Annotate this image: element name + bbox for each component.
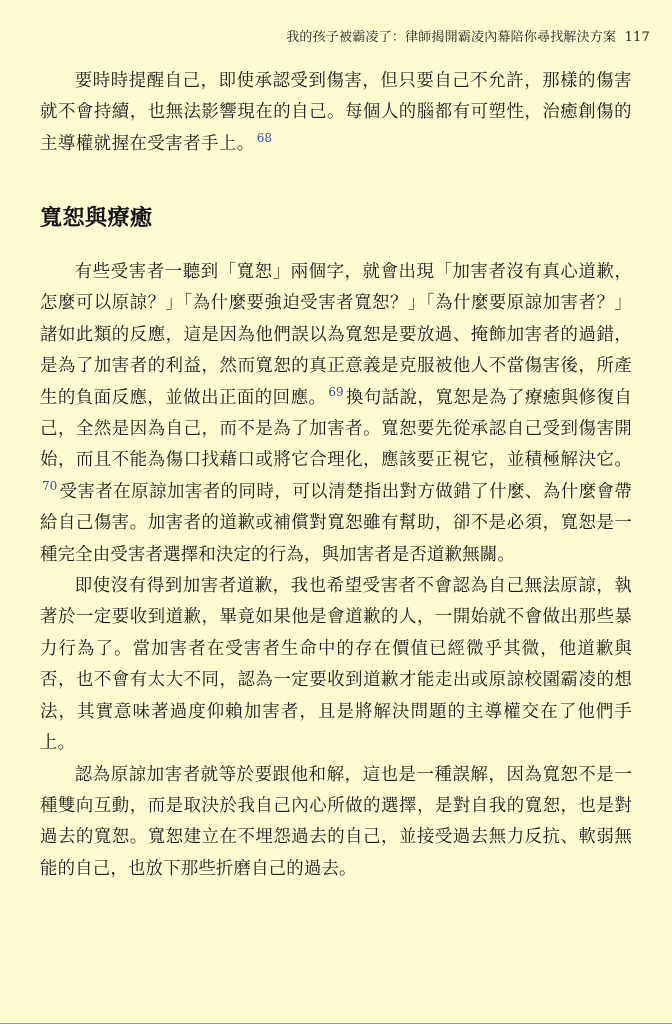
intro-block bbox=[40, 66, 632, 160]
section-paragraph-3: 認為原諒加害者就等於要跟他和解，這也是一種誤解，因為寬恕不是一種雙向互動，而是取決於我自己內心所做的選擇，是對自我的寬恕，也是對過去的寬恕。寬恕建立在不埋怨過去的自己，並接受過去無力反抗、軟弱無能的自己，也放下那些折磨自己的過去。 bbox=[40, 764, 632, 879]
paragraph-1-text-c: 受害者在原諒加害者的同時，可以清楚指出對方做錯了什麼、為什麼會帶給自己傷害。加害者的道歉或補償對寬恕雖有幫助，卻不是必須，寬恕是一種完全由受害者選擇和決定的行為，與加害者是否道歉無關。 bbox=[40, 481, 632, 565]
footnote-ref-69[interactable]: 69 bbox=[328, 384, 344, 399]
paragraph-1-text-b: 換句話說，寬恕是為了療癒與修復自己，全然是因為自己，而不是為了加害者。寬恕要先從承認自己受到傷害開始，而且不能為傷口找藉口或將它合理化，應該要正視它，並積極解決它。 bbox=[40, 387, 632, 471]
section-body bbox=[40, 257, 632, 885]
intro-paragraph bbox=[40, 66, 632, 160]
section-heading: 寬恕與療癒 bbox=[40, 206, 153, 231]
section-paragraph-2: 即使沒有得到加害者道歉，我也希望受害者不會認為自己無法原諒，執著於一定要收到道歉，畢竟如果他是會道歉的人，一開始就不會做出那些暴力行為了。當加害者在受害者生命中的存在價值已經微乎其微，他道歉與否，也不會有太大不同，認為一定要收到道歉才能走出或原諒校園霸凌的想法，其實意味著過度仰賴加害者，且是將解決問題的主導權交在了他們手上。 bbox=[40, 576, 632, 754]
footnote-ref-70[interactable]: 70 bbox=[42, 478, 58, 493]
section-paragraph-1 bbox=[40, 257, 632, 571]
footnote-ref-68[interactable]: 68 bbox=[256, 130, 272, 145]
running-title: 我的孩子被霸凌了：律師揭開霸凌內幕陪你尋找解決方案 bbox=[286, 30, 617, 45]
running-header bbox=[286, 26, 650, 45]
page-number: 117 bbox=[624, 30, 650, 45]
intro-text: 要時時提醒自己，即使承認受到傷害，但只要自己不允許，那樣的傷害就不會持續，也無法影響現在的自己。每個人的腦都有可塑性，治癒創傷的主導權就握在受害者手上。 bbox=[40, 71, 632, 154]
paragraph-1-text-a: 有些受害者一聽到「寬恕」兩個字，就會出現「加害者沒有真心道歉，怎麼可以原諒？」「為什麼要強迫受害者寬恕？」「為什麼要原諒加害者？」諸如此類的反應，這是因為他們誤以為寬恕是要放過、掩飾加害者的過錯，是為了加害者的利益，然而寬恕的真正意義是克服被他人不當傷害後，所產生的負面反應，並做出正面的回應。 bbox=[40, 262, 632, 408]
